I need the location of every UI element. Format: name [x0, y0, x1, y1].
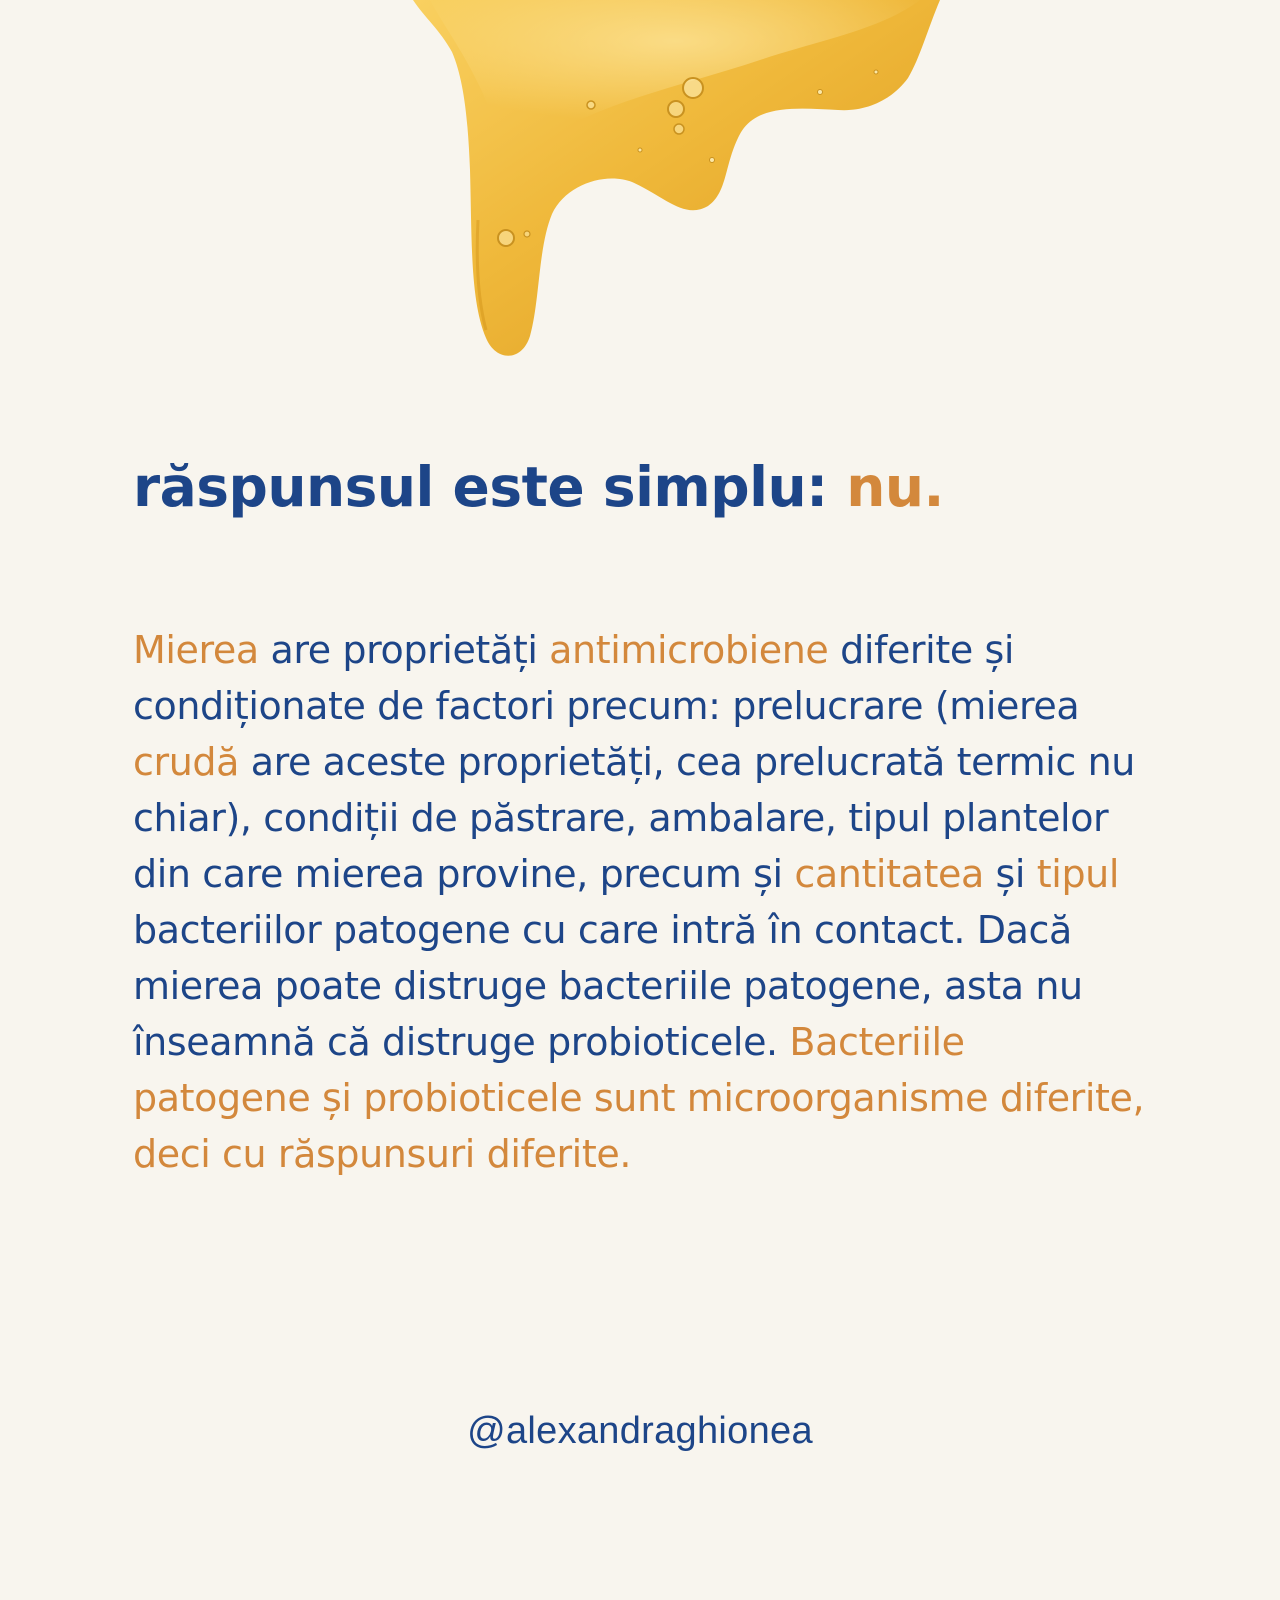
text-segment: tipul	[1036, 852, 1120, 896]
text-segment: Bacteriile patogene și probioticele sunt microorganisme diferite, deci cu răspunsuri diferite.	[133, 1020, 1145, 1176]
text-segment: bacteriilor patogene cu care intră în contact. Dacă mierea poate distruge bacteriile patogene, asta nu înseamnă că distruge probioticele.	[133, 908, 1083, 1064]
text-segment: și	[983, 852, 1037, 896]
body-paragraph	[133, 622, 1153, 1182]
text-segment: antimicrobiene	[549, 628, 829, 672]
honey-drip-image	[0, 0, 1280, 380]
text-segment: crudă	[133, 740, 240, 784]
text-segment: Mierea	[133, 628, 259, 672]
text-segment: cantitatea	[794, 852, 984, 896]
page-title	[133, 455, 944, 519]
title-prefix: răspunsul este simplu:	[133, 455, 847, 519]
author-handle: @alexandraghionea	[467, 1410, 813, 1452]
title-accent: nu.	[846, 455, 944, 519]
text-segment: are proprietăți	[258, 628, 550, 672]
text-segment: diferite și condiționate de factori precum: prelucrare (mierea	[133, 628, 1080, 728]
text-segment: are aceste proprietăți, cea prelucrată termic nu chiar), condiții de păstrare, ambalare, tipul plantelor din care mierea provine, precum și	[133, 740, 1135, 896]
